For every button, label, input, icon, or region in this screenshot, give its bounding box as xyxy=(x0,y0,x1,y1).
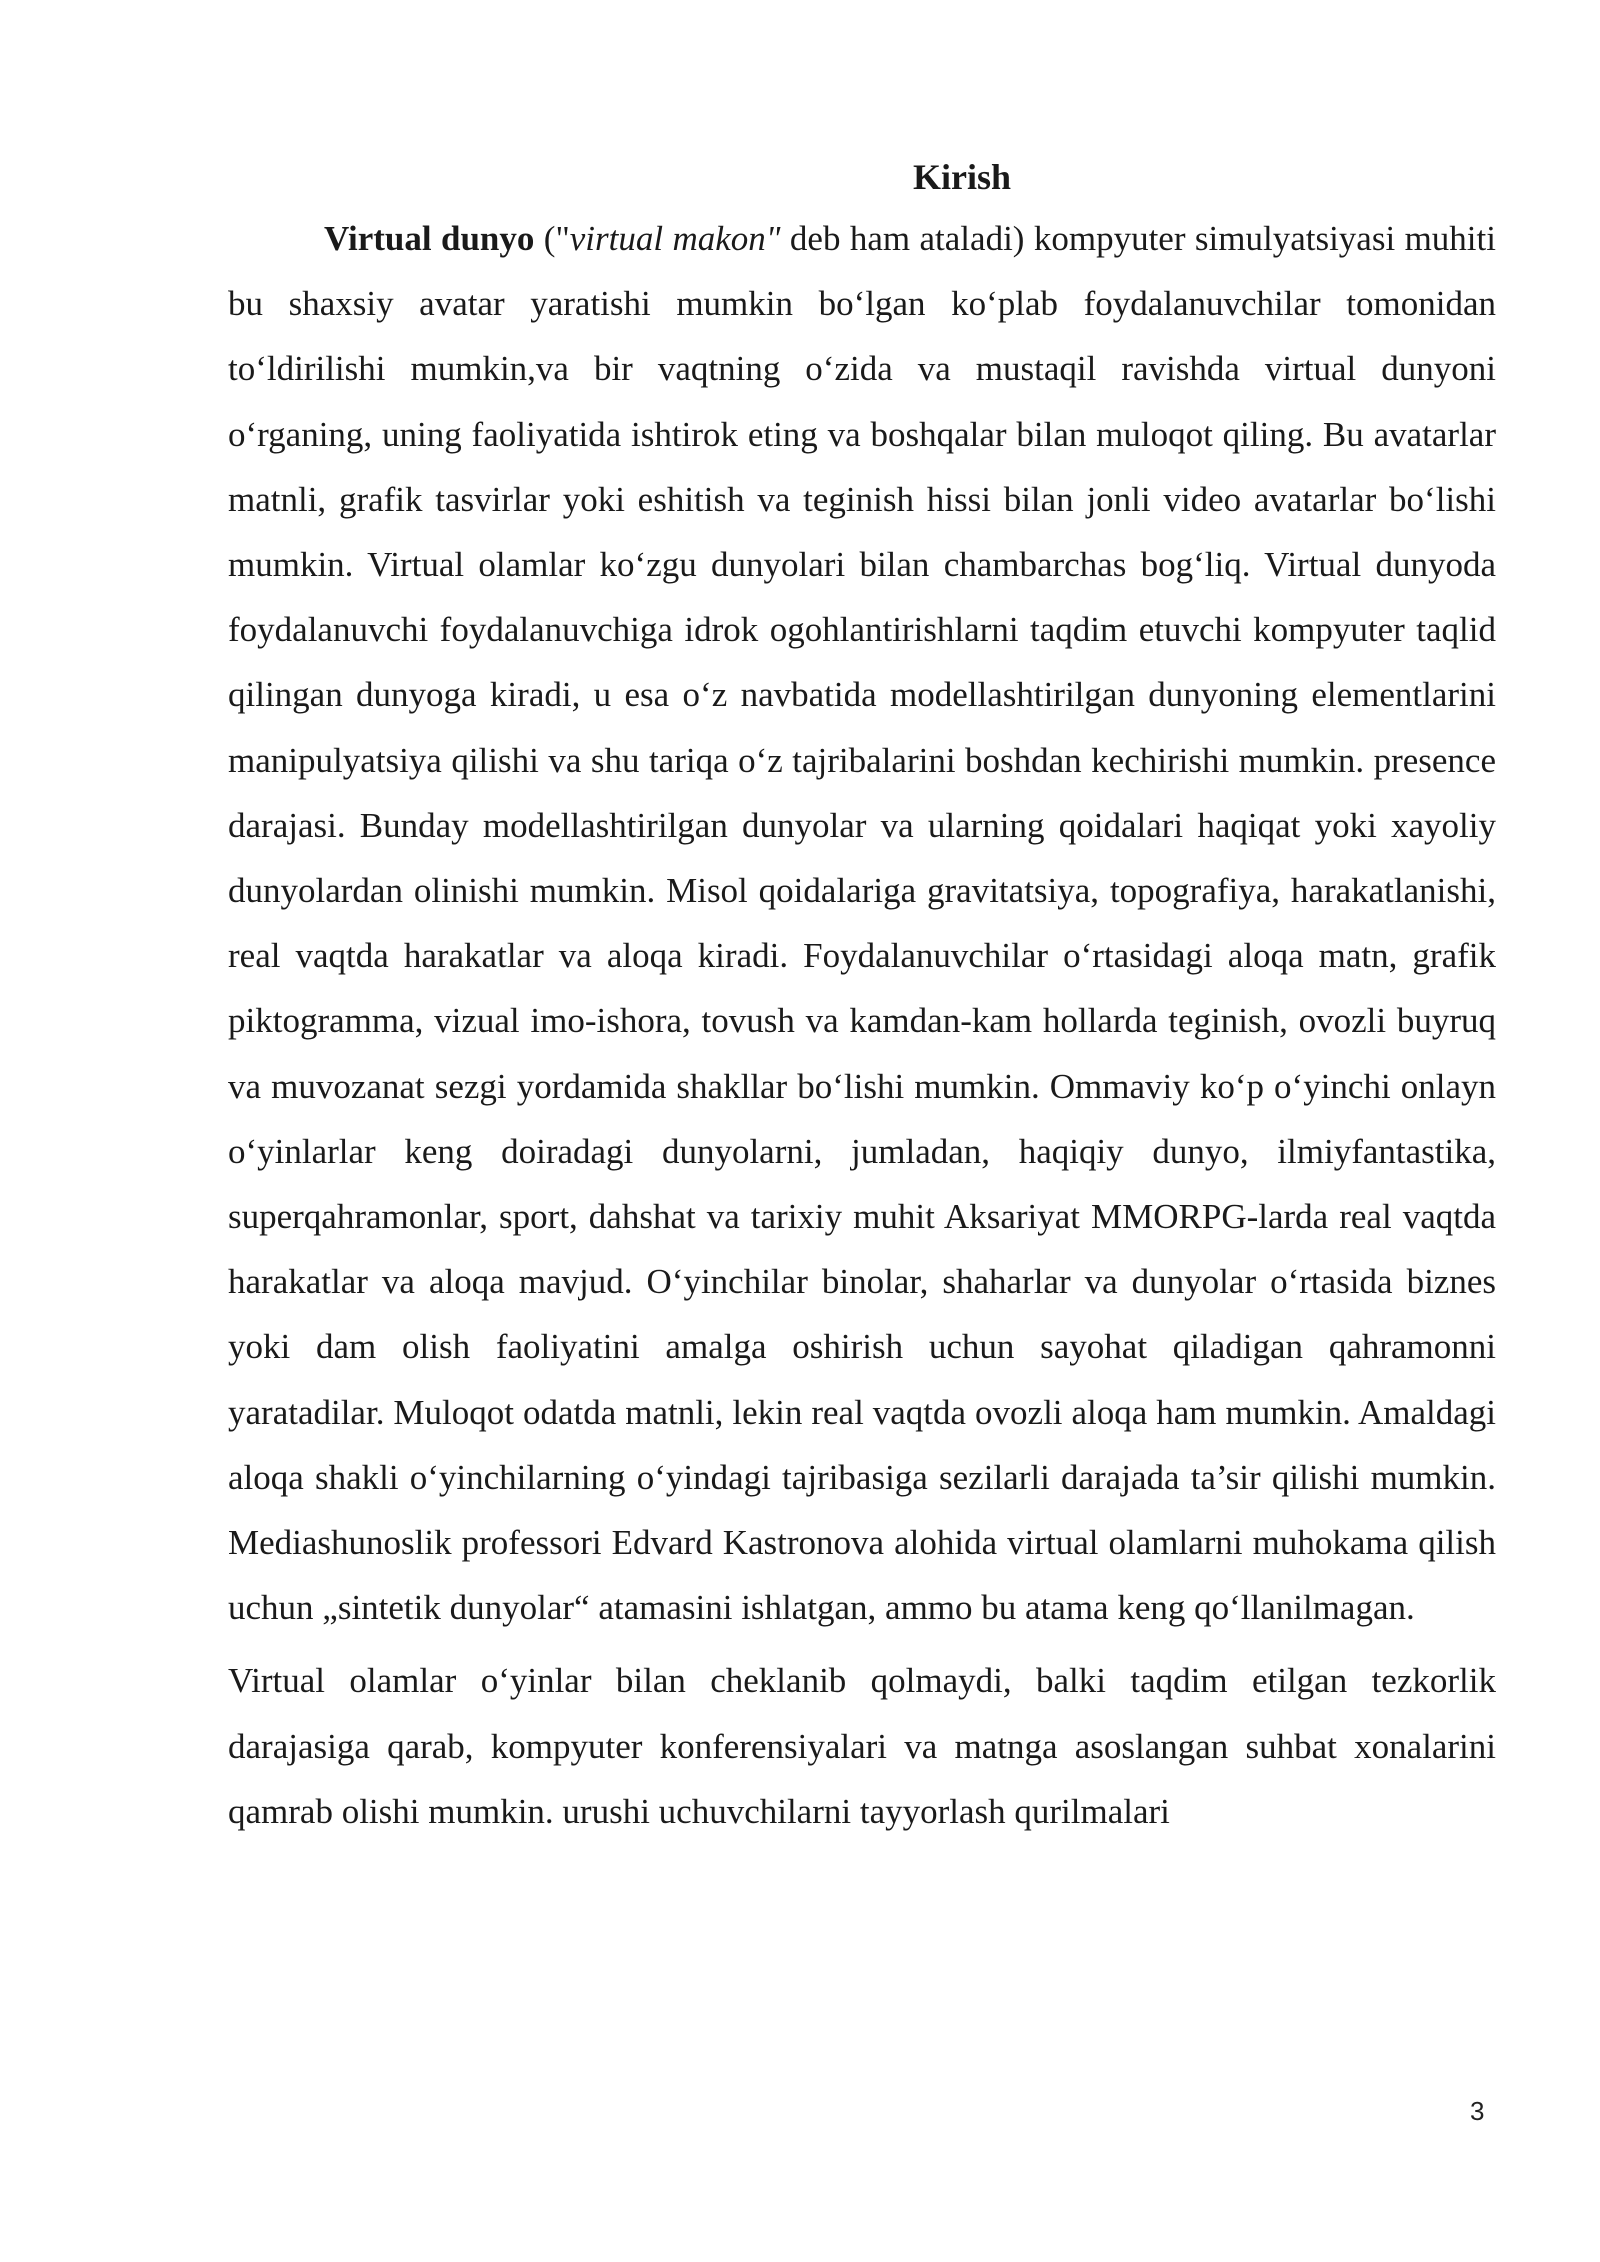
page-number: 3 xyxy=(1470,2096,1485,2126)
term-virtual-dunyo: Virtual dunyo xyxy=(324,219,535,258)
page-title: Kirish xyxy=(912,157,1011,197)
term-alias: virtual makon" xyxy=(569,219,781,258)
open-paren: (" xyxy=(534,219,570,258)
page-content xyxy=(228,148,1496,1844)
paragraph-1-text: deb ham ataladi) kompyuter simulyatsiyasi muhiti bu shaxsiy avatar yaratishi mumkin bo‘lgan ko‘plab foydalanuvchilar tomonidan to‘ldirilishi mumkin,va bir vaqtning o‘zida va mustaqil ravishda virtual dunyoni o‘rganing, uning faoliyatida ishtirok eting va boshqalar bilan muloqot qiling. Bu avatarlar matnli, grafik tasvirlar yoki eshitish va teginish hissi bilan jonli video avatarlar bo‘lishi mumkin. Virtual olamlar ko‘zgu dunyolari bilan chambarchas bog‘liq. Virtual dunyoda foydalanuvchi foydalanuvchiga idrok ogohlantirishlarni taqdim etuvchi kompyuter taqlid qilingan dunyoga kiradi, u esa o‘z navbatida modellashtirilgan dunyoning elementlarini manipulyatsiya qilishi va shu tariqa o‘z tajribalarini boshdan kechirishi mumkin. presence darajasi. Bunday modellashtirilgan dunyolar va ularning qoidalari haqiqat yoki xayoliy dunyolardan olinishi mumkin. Misol qoidalariga gravitatsiya, topografiya, harakatlanishi, real vaqtda harakatlar va aloqa kiradi. Foydalanuvchilar o‘rtasidagi aloqa matn, grafik piktogramma, vizual imo-ishora, tovush va kamdan-kam hollarda teginish, ovozli buyruq va muvozanat sezgi yordamida shakllar bo‘lishi mumkin. Ommaviy ko‘p o‘yinchi onlayn o‘yinlarlar keng doiradagi dunyolarni, jumladan, haqiqiy dunyo, ilmiyfantastika, superqahramonlar, sport, dahshat va tarixiy muhit Aksariyat MMORPG-larda real vaqtda harakatlar va aloqa mavjud. O‘yinchilar binolar, shaharlar va dunyolar o‘rtasida biznes yoki dam olish faoliyatini amalga oshirish uchun sayohat qiladigan qahramonni yaratadilar. Muloqot odatda matnli, lekin real vaqtda ovozli aloqa ham mumkin. Amaldagi aloqa shakli o‘yinchilarning o‘yindagi tajribasiga sezilarli darajada ta’sir qilishi mumkin. Mediashunoslik professori Edvard Kastronova alohida virtual olamlarni muhokama qilish uchun „sintetik dunyolar“ atamasini ishlatgan, ammo bu atama keng qo‘llanilmagan. xyxy=(228,219,1496,1628)
paragraph-2: Virtual olamlar o‘yinlar bilan cheklanib qolmaydi, balki taqdim etilgan tezkorlik darajasiga qarab, kompyuter konferensiyalari va matnga asoslangan suhbat xonalarini qamrab olishi mumkin. urushi uchuvchilarni tayyorlash qurilmalari xyxy=(228,1661,1496,1831)
paragraph-1 xyxy=(228,206,1496,1640)
